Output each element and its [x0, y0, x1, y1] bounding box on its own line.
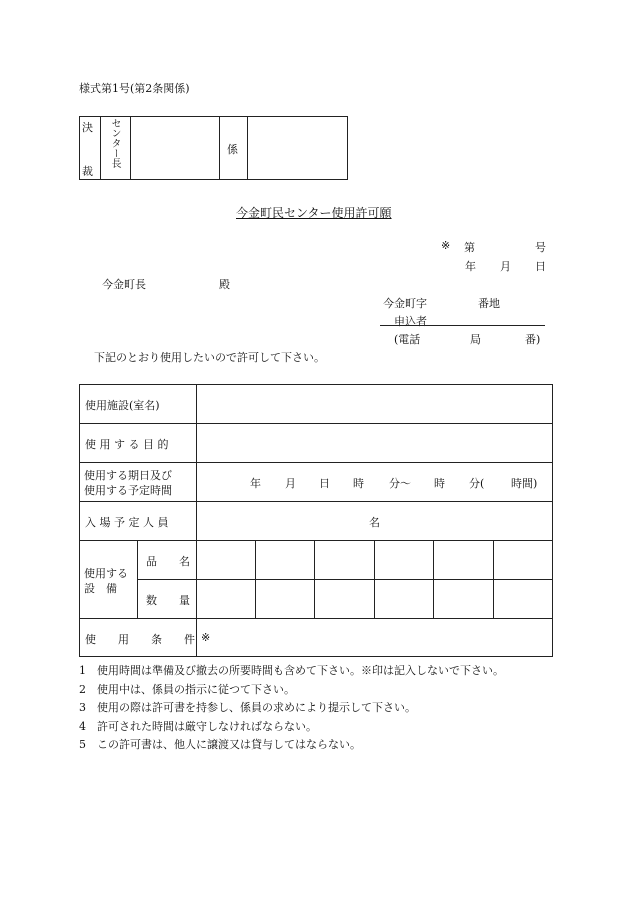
note-2: 2 使用中は、係員の指示に従つて下さい。 [79, 683, 295, 696]
address-label: 今金町字 [383, 297, 427, 310]
period-unit-hours-total: 時間) [511, 477, 538, 490]
honorific: 殿 [219, 278, 230, 291]
date-month: 月 [500, 260, 511, 273]
note-1: 1 使用時間は準備及び撤去の所要時間も含めて下さい。※印は記入しないで下さい。 [79, 664, 504, 677]
row-conditions-label: 使 用 条 件 [85, 633, 195, 646]
applicant-line [380, 325, 545, 326]
row-equipment-label-1: 使用する [84, 567, 128, 580]
approval-decision-bottom: 裁 [82, 165, 93, 178]
attendees-unit: 名 [369, 516, 380, 529]
phone-open: (電話 [394, 333, 421, 346]
addressee: 今金町長 [102, 278, 146, 291]
period-unit-hour-start: 時 [353, 477, 364, 490]
row-facility-label: 使用施設(室名) [85, 399, 160, 412]
document-title: 今金町民センター使用許可願 [236, 206, 392, 220]
period-unit-minute-end: 分( [469, 477, 485, 490]
approval-clerk: 係 [227, 143, 238, 156]
number-prefix: 第 [464, 241, 475, 254]
row-period-label-1: 使用する期日及び [84, 469, 172, 482]
date-year: 年 [465, 260, 476, 273]
number-mark: ※ [441, 239, 451, 252]
period-unit-month: 月 [285, 477, 296, 490]
approval-decision-top: 決 [82, 121, 93, 134]
note-3: 3 使用の際は許可書を持参し、係員の求めにより提示して下さい。 [79, 701, 416, 714]
phone-kyoku: 局 [470, 333, 481, 346]
equipment-item-label: 品 名 [146, 555, 190, 568]
conditions-mark: ※ [201, 631, 211, 644]
period-unit-hour-end: 時 [434, 477, 445, 490]
period-unit-minute-start: 分〜 [389, 477, 411, 490]
row-period-label-2: 使用する予定時間 [84, 484, 172, 497]
period-unit-day: 日 [319, 477, 330, 490]
address-banchi: 番地 [478, 297, 500, 310]
number-suffix: 号 [535, 241, 546, 254]
row-purpose-label: 使 用 す る 目 的 [85, 438, 169, 451]
equipment-qty-label: 数 量 [146, 594, 190, 607]
date-day: 日 [535, 260, 546, 273]
request-text: 下記のとおり使用したいので許可して下さい。 [94, 351, 325, 364]
note-5: 5 この許可書は、他人に譲渡又は貸与してはならない。 [79, 738, 361, 751]
form-number-label: 様式第1号(第2条関係) [79, 82, 190, 95]
approval-center-director: センター長 [109, 118, 120, 168]
phone-ban: 番) [525, 333, 541, 346]
row-attendees-label: 入 場 予 定 人 員 [85, 516, 169, 529]
note-4: 4 許可された時間は厳守しなければならない。 [79, 720, 317, 733]
row-equipment-label-2: 設 備 [84, 582, 117, 595]
applicant-label: 申込者 [394, 315, 427, 328]
period-unit-year: 年 [250, 477, 261, 490]
